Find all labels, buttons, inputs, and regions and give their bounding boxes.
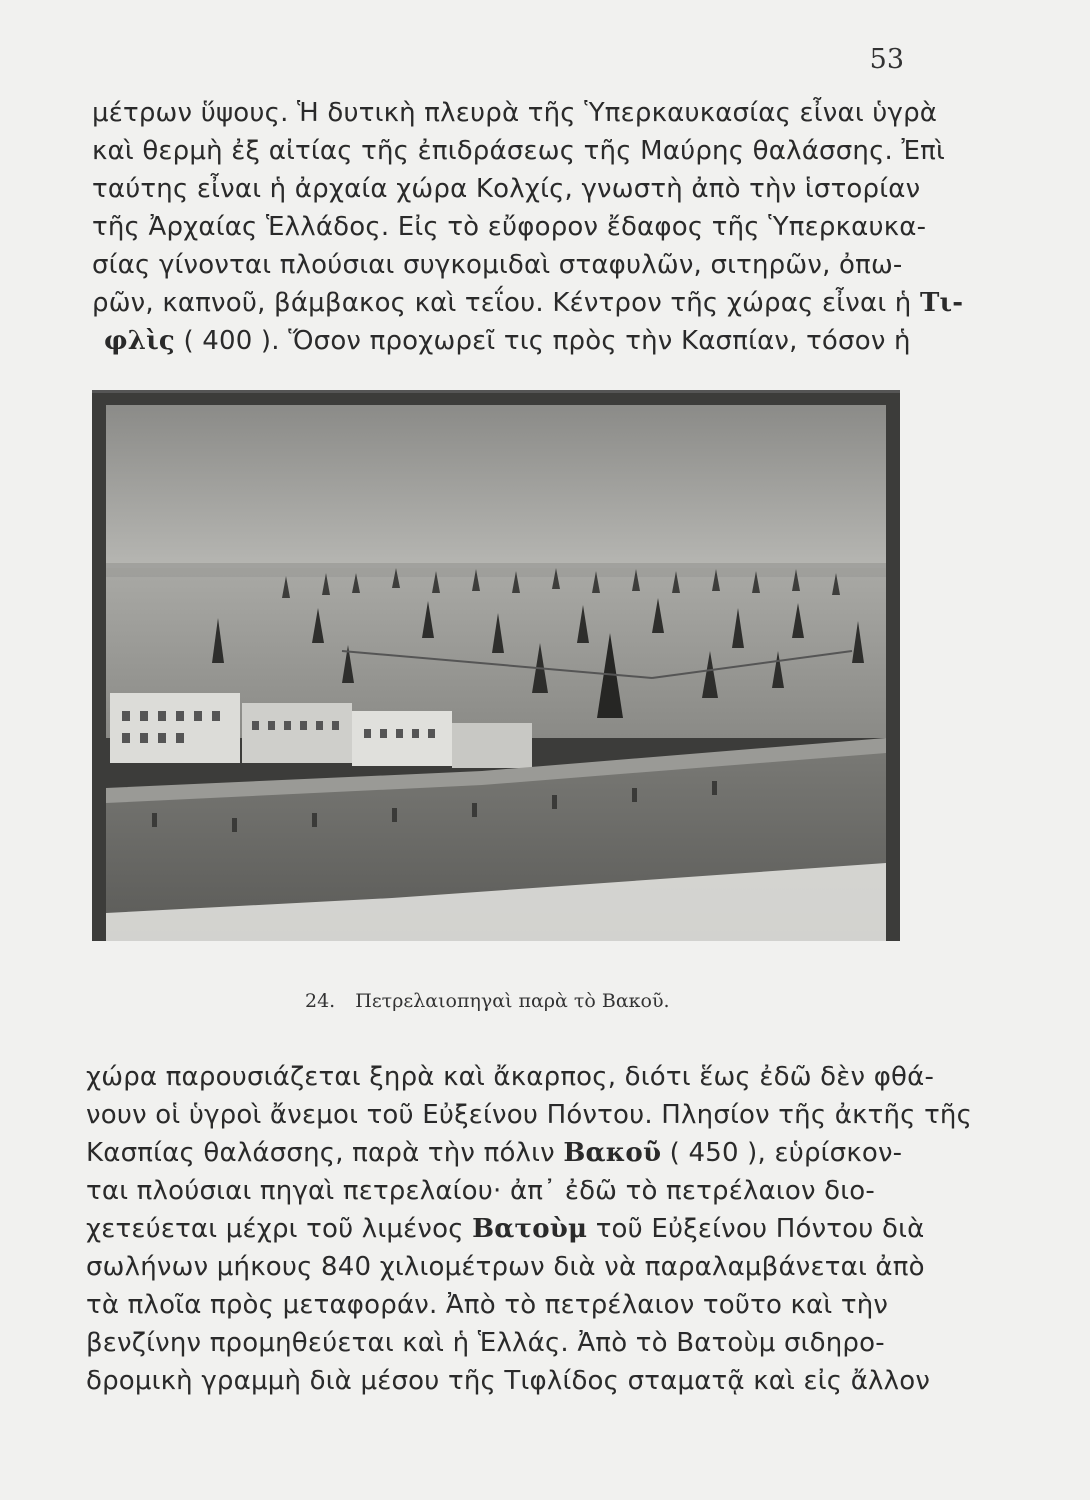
text-segment: Κασπίας θαλάσσης, παρὰ τὴν πόλιν	[86, 1138, 555, 1168]
text-segment: ρῶν, καπνοῦ, βάμβακος καὶ τεΐου. Κέντρον τῆς χώρας εἶναι ἡ	[92, 288, 912, 318]
photograph-drawing	[92, 393, 900, 941]
text-line	[104, 326, 911, 356]
city-name-bold: Βακοῦ	[563, 1138, 662, 1168]
city-name-bold: Βατοὺμ	[472, 1214, 588, 1244]
text-line: νουν οἱ ὑγροὶ ἄνεμοι τοῦ Εὐξείνου Πόντου. Πλησίον τῆς ἀκτῆς τῆς	[86, 1100, 973, 1130]
text-line: τῆς Ἀρχαίας Ἑλλάδος. Εἰς τὸ εὔφορον ἔδαφος τῆς Ὑπερκαυκα-	[92, 212, 927, 242]
text-line: δρομικὴ γραμμὴ διὰ μέσου τῆς Τιφλίδος σταματᾷ καὶ εἰς ἄλλον	[86, 1366, 931, 1396]
text-line: χώρα παρουσιάζεται ξηρὰ καὶ ἄκαρπος, διότι ἕως ἐδῶ δὲν φθά-	[86, 1062, 935, 1092]
photo-sky	[106, 405, 886, 575]
text-line: τὰ πλοῖα πρὸς μεταφοράν. Ἀπὸ τὸ πετρέλαιον τοῦτο καὶ τὴν	[86, 1290, 889, 1320]
city-name-bold: Τι-	[919, 288, 964, 318]
text-line: ται πλούσιαι πηγαὶ πετρελαίου· ἀπ᾿ ἐδῶ τὸ πετρέλαιον διο-	[86, 1176, 875, 1206]
page-number: 53	[869, 44, 904, 75]
text-line: σωλήνων μήκους 840 χιλιομέτρων διὰ νὰ παραλαμβάνεται ἀπὸ	[86, 1252, 925, 1282]
text-line: ταύτης εἶναι ἡ ἀρχαία χώρα Κολχίς, γνωστὴ ἀπὸ τὴν ἱστορίαν	[92, 174, 921, 204]
text-line	[86, 1214, 924, 1244]
text-segment: ( 450 ), εὑρίσκον-	[669, 1138, 903, 1168]
text-segment: χετεύεται μέχρι τοῦ λιμένος	[86, 1214, 464, 1244]
photo-horizon	[106, 563, 886, 577]
text-line: μέτρων ὕψους. Ἡ δυτικὴ πλευρὰ τῆς Ὑπερκαυκασίας εἶναι ὑγρὰ	[92, 98, 938, 128]
text-line	[86, 1138, 902, 1168]
figure-caption	[305, 990, 670, 1012]
city-name-bold: φλὶς	[104, 326, 175, 356]
text-segment: τοῦ Εὐξείνου Πόντου διὰ	[595, 1214, 925, 1244]
text-line: βενζίνην προμηθεύεται καὶ ἡ Ἑλλάς. Ἀπὸ τὸ Βατοὺμ σιδηρο-	[86, 1328, 885, 1358]
figure-number: 24.	[305, 990, 336, 1012]
oil-field-photograph	[92, 390, 900, 941]
text-line: καὶ θερμὴ ἐξ αἰτίας τῆς ἐπιδράσεως τῆς Μαύρης θαλάσσης. Ἐπὶ	[92, 136, 945, 166]
text-line: σίας γίνονται πλούσιαι συγκομιδαὶ σταφυλῶν, σιτηρῶν, ὀπω-	[92, 250, 903, 280]
text-segment: ( 400 ). Ὅσον προχωρεῖ τις πρὸς τὴν Κασπίαν, τόσον ἡ	[183, 326, 911, 356]
text-line	[92, 288, 963, 318]
figure-caption-text: Πετρελαιοπηγαὶ παρὰ τὸ Βακοῦ.	[355, 990, 670, 1012]
